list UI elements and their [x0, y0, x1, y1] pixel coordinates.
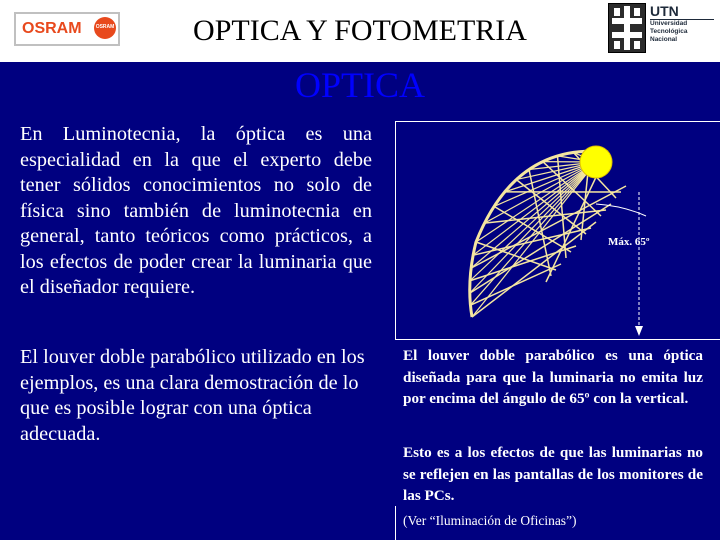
utn-text-block	[650, 3, 714, 44]
utn-line-3: Nacional	[650, 36, 678, 43]
angle-label: Máx. 65º	[608, 236, 650, 248]
caption-louver-design: El louver doble parabólico es una óptica diseñada para que la luminaria no emita luz por encima del ángulo de 65º con la vertical.	[403, 347, 703, 407]
header-bar	[0, 0, 720, 62]
light-ray	[557, 156, 566, 258]
light-ray	[472, 222, 596, 317]
louver-paragraph: El louver doble parabólico utilizado en los ejemplos, es una clara demostración de lo que es posible lograr con una óptica adecuada.	[20, 346, 365, 445]
osram-logo-word: OSRAM	[22, 20, 82, 37]
osram-bulb-text: OSRAM	[95, 24, 115, 30]
section-heading: OPTICA	[294, 65, 425, 105]
vertical-arrowhead	[635, 326, 643, 336]
utn-emblem-icon	[608, 3, 646, 53]
light-ray	[494, 162, 596, 206]
caption-screen-reflection: Esto es a los efectos de que las luminarias no se reflejen en las pantallas de los monitores de las PCs.	[403, 444, 703, 504]
intro-paragraph: En Luminotecnia, la óptica es una especialidad en la que el experto debe tener sólidos conocimientos no solo de física sino también de luminotecnia en general, tanto teóricos como prácticos, a los efectos de poder crear la luminaria que el diseñador requiere.	[20, 123, 372, 298]
lamp-icon	[580, 146, 612, 178]
utn-line-2: Tecnológica	[650, 28, 688, 35]
utn-logo	[608, 3, 714, 55]
louver-diagram	[395, 121, 720, 340]
osram-bulb-icon	[94, 17, 116, 39]
light-ray	[472, 162, 596, 317]
utn-logo-word: UTN	[650, 3, 714, 20]
osram-logo	[14, 12, 120, 46]
utn-line-1: Universidad	[650, 20, 688, 27]
louver-diagram-svg	[396, 122, 720, 340]
page-title: OPTICA Y FOTOMETRIA	[193, 14, 527, 47]
reference-note: (Ver “Iluminación de Oficinas”)	[403, 513, 577, 528]
